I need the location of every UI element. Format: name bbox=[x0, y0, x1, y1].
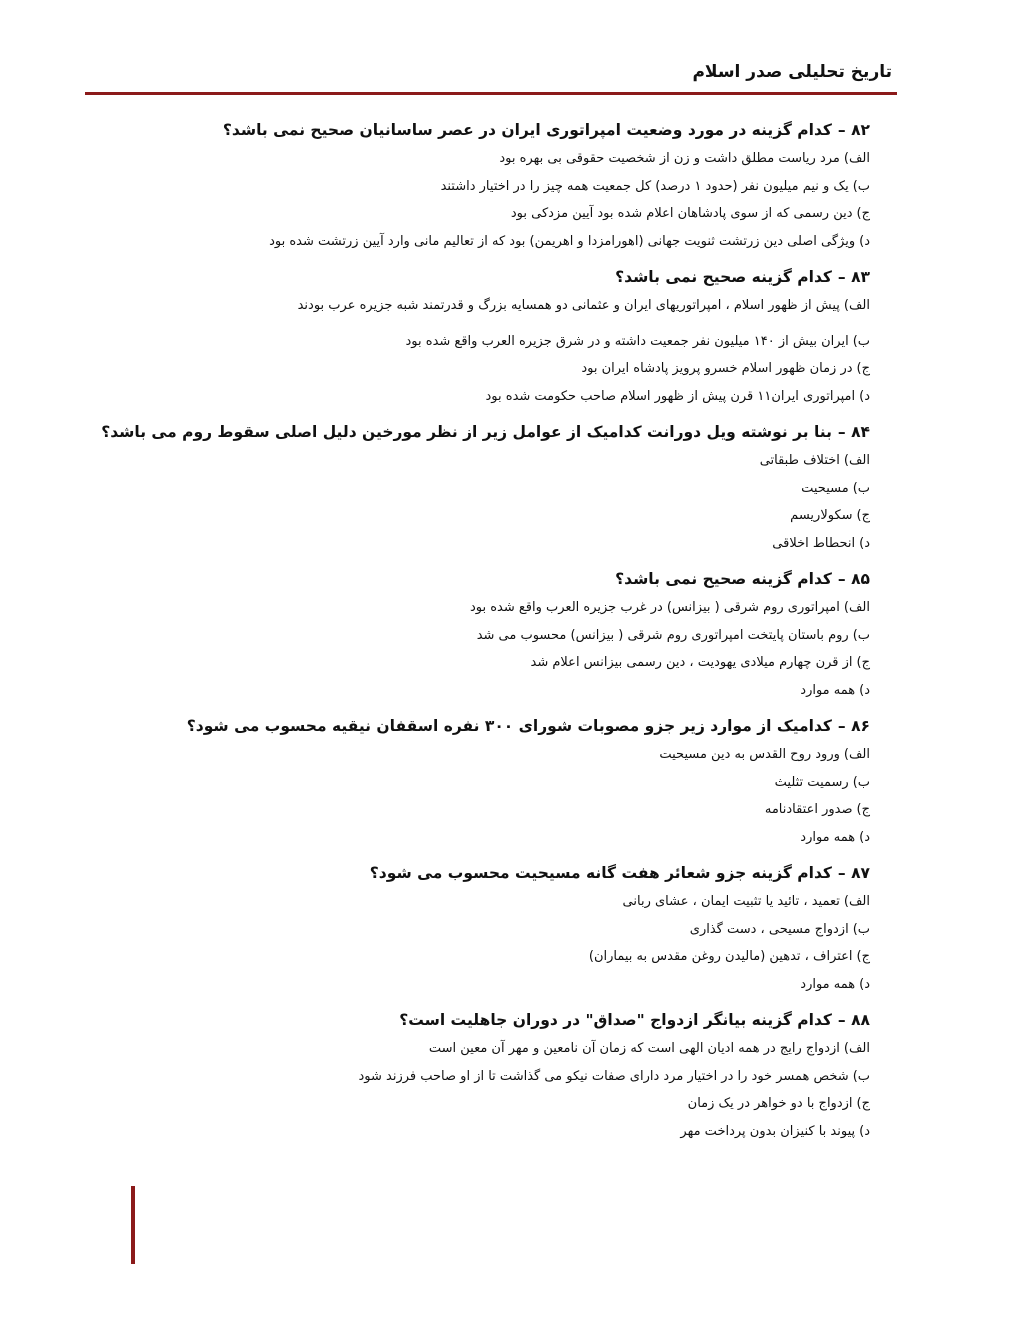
question-text: کدام گزینه صحیح نمی باشد؟ bbox=[615, 268, 832, 286]
option-text: ورود روح القدس به دین مسیحیت bbox=[659, 747, 840, 762]
option-text: روم باستان پایتخت امپراتوری روم شرقی ( بیزانس) محسوب می شد bbox=[476, 627, 849, 643]
option-be bbox=[190, 769, 870, 797]
question-number: ۸۳ – bbox=[837, 268, 870, 286]
option-dal bbox=[190, 383, 870, 411]
question-title bbox=[190, 265, 870, 289]
option-key: الف) bbox=[843, 1041, 870, 1056]
option-jim bbox=[190, 355, 870, 383]
option-key: ج) bbox=[856, 206, 870, 221]
option-jim bbox=[190, 649, 870, 677]
question-text: کدام گزینه صحیح نمی باشد؟ bbox=[615, 570, 832, 588]
option-key: الف) bbox=[843, 600, 870, 615]
option-text: ازدواج رایج در همه ادیان الهی است که زمان آن نامعین و مهر آن معین است bbox=[428, 1041, 840, 1056]
question-title bbox=[190, 861, 870, 885]
question-text: کدامیک از موارد زیر جزو مصوبات شورای ۳۰۰ نفره اسقفان نیقیه محسوب می شود؟ bbox=[186, 717, 832, 735]
option-key: ج) bbox=[856, 655, 870, 670]
question-title bbox=[190, 567, 870, 591]
question-84 bbox=[101, 420, 870, 557]
option-text: مسیحیت bbox=[801, 480, 849, 496]
option-key: ج) bbox=[856, 361, 870, 376]
option-alef bbox=[190, 741, 870, 769]
question-86 bbox=[186, 714, 870, 851]
option-text: تعمید ، تائید یا تثبیت ایمان ، عشای ربانی bbox=[622, 894, 840, 909]
question-number: ۸۲ – bbox=[837, 121, 870, 139]
option-text: ایران بیش از ۱۴۰ میلیون نفر جمعیت داشته و در شرق جزیره العرب واقع شده بود bbox=[405, 333, 849, 349]
option-text: اعتراف ، تدهین (مالیدن روغن مقدس به بیماران) bbox=[588, 949, 853, 964]
option-text: همه موارد bbox=[800, 976, 856, 992]
option-jim bbox=[190, 943, 870, 971]
option-be bbox=[190, 1063, 870, 1091]
question-title bbox=[186, 714, 870, 738]
option-key: د) bbox=[859, 233, 870, 249]
question-number: ۸۶ – bbox=[837, 717, 870, 735]
option-key: الف) bbox=[843, 298, 870, 313]
page-header-title: تاریخ تحلیلی صدر اسلام bbox=[692, 62, 892, 82]
option-alef bbox=[190, 447, 870, 475]
question-number: ۸۷ – bbox=[837, 864, 870, 882]
option-key: ب) bbox=[852, 333, 870, 349]
option-be bbox=[190, 475, 870, 503]
question-text: کدام گزینه بیانگر ازدواج "صداق" در دوران جاهلیت است؟ bbox=[399, 1011, 832, 1029]
option-be bbox=[190, 622, 870, 650]
option-key: ج) bbox=[856, 1096, 870, 1111]
question-text: کدام گزینه در مورد وضعیت امپراتوری ایران در عصر ساسانیان صحیح نمی باشد؟ bbox=[222, 121, 832, 139]
option-key: د) bbox=[859, 682, 870, 698]
question-number: ۸۴ – bbox=[837, 423, 870, 441]
option-key: د) bbox=[859, 976, 870, 992]
option-key: ب) bbox=[852, 921, 870, 937]
option-text: پیوند با کنیزان بدون پرداخت مهر bbox=[680, 1123, 856, 1139]
question-88 bbox=[190, 1008, 870, 1145]
option-text: در زمان ظهور اسلام خسرو پرویز پادشاه ایران بود bbox=[581, 361, 853, 376]
option-text: انحطاط اخلاقی bbox=[772, 535, 856, 551]
option-key: ب) bbox=[852, 627, 870, 643]
question-title bbox=[101, 420, 870, 444]
question-number: ۸۵ – bbox=[837, 570, 870, 588]
option-key: الف) bbox=[843, 747, 870, 762]
option-key: د) bbox=[859, 829, 870, 845]
question-85 bbox=[190, 567, 870, 704]
option-jim bbox=[190, 502, 870, 530]
question-title bbox=[190, 118, 870, 142]
option-text: ازدواج با دو خواهر در یک زمان bbox=[687, 1096, 853, 1111]
option-key: ب) bbox=[852, 774, 870, 790]
question-title bbox=[190, 1008, 870, 1032]
option-jim bbox=[190, 1090, 870, 1118]
question-82 bbox=[190, 118, 870, 255]
option-be bbox=[190, 328, 870, 356]
option-text: سکولاریسم bbox=[790, 508, 853, 523]
option-text: پیش از ظهور اسلام ، امپراتوریهای ایران و عثمانی دو همسایه بزرگ و قدرتمند شبه جزیره عرب بودند bbox=[297, 298, 840, 313]
option-key: ج) bbox=[856, 508, 870, 523]
option-text: یک و نیم میلیون نفر (حدود ۱ درصد) کل جمعیت همه چیز را در اختیار داشتند bbox=[440, 178, 849, 194]
option-dal bbox=[190, 1118, 870, 1146]
option-key: ج) bbox=[856, 802, 870, 817]
option-alef bbox=[190, 145, 870, 173]
option-text: صدور اعتقادنامه bbox=[764, 802, 853, 817]
option-key: ب) bbox=[852, 480, 870, 496]
option-text: از قرن چهارم میلادی یهودیت ، دین رسمی بیزانس اعلام شد bbox=[530, 655, 853, 670]
option-jim bbox=[190, 200, 870, 228]
option-key: ب) bbox=[852, 1068, 870, 1084]
option-text: ازدواج مسیحی ، دست گذاری bbox=[689, 921, 849, 937]
question-list bbox=[101, 118, 870, 1155]
option-alef bbox=[190, 1035, 870, 1063]
option-text: اختلاف طبقاتی bbox=[759, 453, 840, 468]
margin-accent-bar bbox=[131, 1186, 135, 1264]
option-dal bbox=[190, 677, 870, 705]
option-alef bbox=[190, 292, 870, 320]
option-dal bbox=[190, 530, 870, 558]
option-alef bbox=[190, 888, 870, 916]
option-key: د) bbox=[859, 1123, 870, 1139]
option-be bbox=[190, 916, 870, 944]
option-text: رسمیت تثلیث bbox=[774, 774, 849, 790]
option-key: د) bbox=[859, 535, 870, 551]
option-dal bbox=[190, 971, 870, 999]
question-number: ۸۸ – bbox=[837, 1011, 870, 1029]
option-text: دین رسمی که از سوی پادشاهان اعلام شده بود آیین مزدکی بود bbox=[510, 206, 853, 221]
header-divider bbox=[85, 92, 897, 95]
question-87 bbox=[190, 861, 870, 998]
option-key: د) bbox=[859, 388, 870, 404]
option-jim bbox=[190, 796, 870, 824]
option-dal bbox=[190, 228, 870, 256]
question-83 bbox=[190, 265, 870, 410]
option-key: ج) bbox=[856, 949, 870, 964]
question-text: کدام گزینه جزو شعائر هفت گانه مسیحیت محسوب می شود؟ bbox=[369, 864, 832, 882]
option-key: الف) bbox=[843, 453, 870, 468]
option-text: امپراتوری روم شرقی ( بیزانس) در غرب جزیره العرب واقع شده بود bbox=[469, 600, 840, 615]
option-text: امپراتوری ایران۱۱ قرن پیش از ظهور اسلام صاحب حکومت شده بود bbox=[485, 388, 856, 404]
option-dal bbox=[190, 824, 870, 852]
option-text: مرد ریاست مطلق داشت و زن از شخصیت حقوقی بی بهره بود bbox=[499, 151, 840, 166]
question-text: بنا بر نوشته ویل دورانت کدامیک از عوامل زیر از نظر مورخین دلیل اصلی سقوط روم می باشد؟ bbox=[101, 423, 832, 441]
option-text: ویژگی اصلی دین زرتشت ثنویت جهانی (اهورامزدا و اهریمن) بود که از تعالیم مانی وارد آیین زرتشت شده بود bbox=[269, 233, 856, 249]
option-key: الف) bbox=[843, 894, 870, 909]
option-alef bbox=[190, 594, 870, 622]
option-text: همه موارد bbox=[800, 829, 856, 845]
option-key: ب) bbox=[852, 178, 870, 194]
option-be bbox=[190, 173, 870, 201]
option-text: همه موارد bbox=[800, 682, 856, 698]
option-text: شخص همسر خود را در اختیار مرد دارای صفات نیکو می گذاشت تا از او صاحب فرزند شود bbox=[358, 1068, 849, 1084]
option-key: الف) bbox=[843, 151, 870, 166]
